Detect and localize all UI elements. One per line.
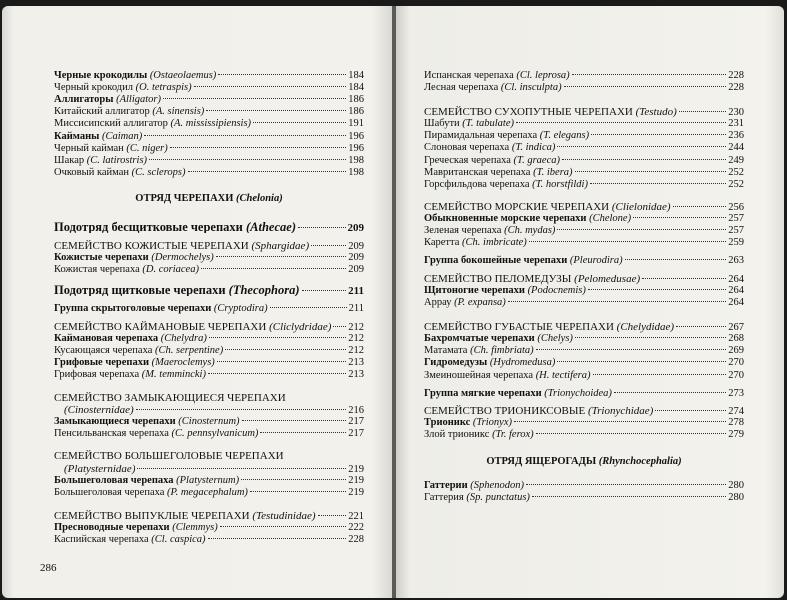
toc-entry xyxy=(424,333,744,345)
dot-leader xyxy=(242,420,347,421)
latin-name: (Trionychidae) xyxy=(587,405,654,417)
toc-entry xyxy=(424,285,744,297)
toc-entry-title: Черный кайман (C. niger) xyxy=(54,142,168,154)
order-heading: ОТРЯД ЯЩЕРОГАДЫ (Rhynchocephalia) xyxy=(486,456,682,467)
toc-page-number: 279 xyxy=(728,429,744,441)
toc-entry xyxy=(54,333,364,345)
toc-entry-title: Змеиношейная черепаха (H. tectifera) xyxy=(424,369,591,381)
dot-leader xyxy=(614,392,726,393)
dot-leader xyxy=(163,98,346,99)
dot-leader xyxy=(194,86,347,87)
latin-name: (Hydromedusa) xyxy=(489,357,556,369)
latin-name: (Platysternum) xyxy=(176,475,240,486)
toc-entry-title: Кожистые черепахи (Dermochelys) xyxy=(54,252,214,263)
toc-entry-title: Пресноводные черепахи (Clemmys) xyxy=(54,522,218,533)
toc-entry-title: СЕМЕЙСТВО ТРИОНИКСОВЫЕ (Trionychidae) xyxy=(424,405,654,417)
latin-name: (O. tetraspis) xyxy=(135,82,192,94)
toc-entry xyxy=(424,492,744,504)
dot-leader xyxy=(208,373,346,374)
latin-name: (Ch. fimbriata) xyxy=(470,345,534,357)
toc-page-number: 263 xyxy=(728,255,744,266)
toc-entry xyxy=(54,345,364,357)
toc-entry xyxy=(54,369,364,381)
dot-leader xyxy=(217,361,346,362)
toc-entry xyxy=(424,213,744,225)
toc-entry-title: Миссисипский аллигатор (A. mississipiensis) xyxy=(54,118,252,130)
dot-leader xyxy=(588,289,726,290)
latin-name: (Cliclydridae) xyxy=(269,321,332,333)
toc-entry xyxy=(54,264,364,276)
dot-leader xyxy=(575,337,726,338)
dot-leader xyxy=(516,122,726,123)
latin-name: (Ch. imbricate) xyxy=(462,237,527,249)
toc-entry-title: Трионикс (Trionyx) xyxy=(424,417,512,428)
latin-name: (Pleurodira) xyxy=(569,255,623,266)
toc-page-number: 230 xyxy=(728,107,744,118)
toc-page-number: 198 xyxy=(348,154,364,166)
latin-name: (Sp. punctatus) xyxy=(466,492,530,504)
toc-page-number: 184 xyxy=(348,70,364,81)
toc-entry xyxy=(54,94,364,106)
dot-leader xyxy=(216,256,347,257)
toc-page-number: 236 xyxy=(728,130,744,142)
toc-page-number: 264 xyxy=(728,297,744,309)
order-heading: ОТРЯД ЧЕРЕПАХИ (Chelonia) xyxy=(135,193,283,204)
toc-page-number: 264 xyxy=(728,274,744,285)
dot-leader xyxy=(529,241,726,242)
latin-name: (Alligator) xyxy=(116,94,162,106)
toc-entry xyxy=(54,428,364,440)
dot-leader xyxy=(201,268,346,269)
toc-page-number: 256 xyxy=(728,202,744,213)
dot-leader xyxy=(225,349,346,350)
toc-page-number: 249 xyxy=(728,154,744,166)
family-heading: СЕМЕЙСТВО ЗАМЫКАЮЩИЕСЯ ЧЕРЕПАХИ xyxy=(54,392,286,404)
toc-entry xyxy=(54,357,364,369)
toc-entry-title: Подотряд бесщитковые черепахи (Athecae) xyxy=(54,221,296,233)
latin-name: (C. niger) xyxy=(126,142,168,154)
toc-page-number: 213 xyxy=(348,369,364,381)
group-heading xyxy=(54,303,364,315)
group-heading xyxy=(424,255,744,267)
toc-page-number: 186 xyxy=(348,94,364,106)
latin-name: (T. indica) xyxy=(511,142,556,154)
latin-name: (A. mississipiensis) xyxy=(170,118,252,130)
toc-entry-title: Грифовые черепахи (Maeroclemys) xyxy=(54,357,215,369)
latin-name: (C. sclerops) xyxy=(131,166,186,178)
dot-leader xyxy=(170,147,346,148)
dot-leader xyxy=(206,110,346,111)
latin-name: (Ch. serpentine) xyxy=(154,345,224,357)
toc-entry-title: Китайский аллигатор (A. sinensis) xyxy=(54,106,205,118)
dot-leader xyxy=(642,278,726,279)
toc-entry xyxy=(424,167,744,179)
toc-page-number: 213 xyxy=(348,357,364,369)
dot-leader xyxy=(241,479,346,480)
toc-entry xyxy=(54,155,364,167)
toc-entry xyxy=(424,70,744,82)
latin-name: (H. tectifera) xyxy=(535,369,591,381)
latin-name: (T. ibera) xyxy=(533,166,573,178)
toc-entry-title: Замыкающиеся черепахи (Cinosternum) xyxy=(54,416,240,427)
dot-leader xyxy=(144,135,346,136)
toc-entry-title: СЕМЕЙСТВО ПЕЛОМЕДУЗЫ (Pelomedusae) xyxy=(424,273,641,285)
dot-leader xyxy=(536,349,727,350)
toc-entry xyxy=(54,143,364,155)
latin-name: (Maeroclemys) xyxy=(151,357,215,369)
toc-page-number: 268 xyxy=(728,333,744,344)
toc-entry-title: Бахромчатые черепахи (Chelys) xyxy=(424,333,573,344)
toc-page-number: 278 xyxy=(728,417,744,428)
latin-name: (M. temmincki) xyxy=(141,369,206,381)
toc-page-number: 219 xyxy=(348,475,364,486)
latin-name: (Thecophora) xyxy=(228,284,300,296)
latin-name: (P. expansa) xyxy=(454,297,506,309)
toc-page-number: 196 xyxy=(348,130,364,142)
toc-page-number: 264 xyxy=(728,285,744,296)
toc-entry xyxy=(54,118,364,130)
toc-page-number: 270 xyxy=(728,369,744,381)
toc-page-number: 274 xyxy=(728,406,744,417)
toc-page-number: 209 xyxy=(348,264,364,276)
dot-leader xyxy=(536,433,727,434)
toc-entry-title: Обыкновенные морские черепахи (Chelone) xyxy=(424,213,632,224)
dot-leader xyxy=(564,86,727,87)
toc-page-number: 211 xyxy=(348,303,364,314)
toc-entry-title: Гидромедузы (Hydromedusa) xyxy=(424,357,556,369)
dot-leader xyxy=(311,245,346,246)
toc-page-number: 269 xyxy=(728,345,744,357)
toc-entry xyxy=(424,429,744,441)
toc-entry-title: Пенсильванская черепаха (C. pennsylvanicum) xyxy=(54,428,259,440)
toc-entry-title: Большеголовая черепаха (Platysternum) xyxy=(54,475,240,486)
toc-entry xyxy=(54,487,364,499)
toc-entry-title: Горсфильдова черепаха (T. horstfildi) xyxy=(424,179,588,190)
toc-entry-title: СЕМЕЙСТВО МОРСКИЕ ЧЕРЕПАХИ (Clielonidae) xyxy=(424,201,671,213)
toc-page-number: 219 xyxy=(348,464,364,475)
latin-name: (D. coriacea) xyxy=(142,264,199,276)
toc-entry xyxy=(424,417,744,429)
toc-entry-title: СЕМЕЙСТВО ВЫПУКЛЫЕ ЧЕРЕПАХИ (Testudinidae) xyxy=(54,510,316,522)
latin-name: (C. latirostris) xyxy=(86,154,148,166)
group-heading xyxy=(424,388,744,400)
latin-name: (Chelydidae) xyxy=(616,321,675,333)
latin-name: (Ch. mydas) xyxy=(504,225,556,237)
toc-entry xyxy=(54,167,364,179)
toc-page-number: 228 xyxy=(728,82,744,94)
toc-entry-title: Шакар (C. latirostris) xyxy=(54,154,148,166)
toc-page-number: 209 xyxy=(348,252,364,263)
latin-name: (T. elegans) xyxy=(539,130,590,142)
toc-page-number: 212 xyxy=(348,333,364,344)
toc-entry-title: СЕМЕЙСТВО СУХОПУТНЫЕ ЧЕРЕПАХИ (Testudo) xyxy=(424,106,677,118)
toc-entry-title: Слоновая черепаха (T. indica) xyxy=(424,142,556,154)
toc-page-number: 257 xyxy=(728,213,744,224)
toc-entry-title: Зеленая черепаха (Ch. mydas) xyxy=(424,225,556,237)
toc-entry-title: Испанская черепаха (Cl. leprosa) xyxy=(424,70,570,81)
toc-entry-title: Матамата (Ch. fimbriata) xyxy=(424,345,534,357)
toc-entry xyxy=(54,70,364,82)
toc-entry-title: Кайманы (Caiman) xyxy=(54,130,143,142)
toc-entry-title: Гаттерии (Sphenodon) xyxy=(424,480,524,491)
toc-entry xyxy=(54,82,364,94)
dot-leader xyxy=(318,515,347,516)
toc-entry-title: Гаттерия (Sp. punctatus) xyxy=(424,492,530,504)
dot-leader xyxy=(562,159,726,160)
dot-leader xyxy=(557,361,726,362)
latin-name: (Testudo) xyxy=(635,106,677,118)
toc-page-number: 259 xyxy=(728,237,744,249)
latin-name: (Cl. caspica) xyxy=(151,534,206,546)
toc-page-number: 212 xyxy=(348,322,364,333)
page-number: 286 xyxy=(40,562,57,574)
dot-leader xyxy=(572,74,727,75)
toc-entry xyxy=(54,106,364,118)
dot-leader xyxy=(250,491,346,492)
dot-leader xyxy=(260,432,346,433)
toc-page-number: 228 xyxy=(348,534,364,546)
toc-page-number: 191 xyxy=(348,118,364,130)
dot-leader xyxy=(532,496,726,497)
dot-leader xyxy=(625,259,727,260)
toc-entry-title: Щитоногие черепахи (Podocnemis) xyxy=(424,285,586,296)
dot-leader xyxy=(188,171,347,172)
toc-entry-title: Очковый кайман (C. sclerops) xyxy=(54,166,186,178)
toc-entry xyxy=(54,534,364,546)
toc-page-number: 252 xyxy=(728,166,744,178)
dot-leader xyxy=(208,538,347,539)
dot-leader xyxy=(508,301,726,302)
toc-page-number: 216 xyxy=(348,405,364,416)
toc-entry xyxy=(424,142,744,154)
dot-leader xyxy=(253,122,346,123)
dot-leader xyxy=(333,326,346,327)
toc-entry-title: Каймановая черепаха (Chelydra) xyxy=(54,333,207,344)
latin-name: (T. tabulate) xyxy=(462,118,514,129)
toc-page-number: 273 xyxy=(728,388,744,399)
toc-entry-title: СЕМЕЙСТВО КАЙМАНОВЫЕ ЧЕРЕПАХИ (Cliclydridae) xyxy=(54,321,332,333)
latin-name: (Cinosternum) xyxy=(178,416,240,427)
toc-page-number: 212 xyxy=(348,345,364,357)
toc-page-number: 198 xyxy=(348,166,364,178)
toc-page-number: 211 xyxy=(348,285,364,297)
toc-entry-title: Аллигаторы (Alligator) xyxy=(54,94,162,106)
toc-entry-title: Группа бокошейные черепахи (Pleurodira) xyxy=(424,255,623,266)
dot-leader xyxy=(557,146,726,147)
toc-page-number: 228 xyxy=(728,70,744,81)
toc-entry xyxy=(424,297,744,309)
toc-page-number: 257 xyxy=(728,225,744,237)
toc-page-number: 219 xyxy=(348,487,364,499)
toc-page-number: 252 xyxy=(728,179,744,190)
toc-entry xyxy=(424,345,744,357)
toc-entry xyxy=(54,416,364,428)
latin-name: (Clemmys) xyxy=(172,522,218,533)
latin-name: (P. megacephalum) xyxy=(167,487,248,499)
toc-entry xyxy=(424,480,744,492)
dot-leader xyxy=(655,410,726,411)
latin-name: (T. horstfildi) xyxy=(532,179,588,190)
toc-entry xyxy=(424,370,744,382)
toc-entry-title: Мавританская черепаха (T. ibera) xyxy=(424,166,573,178)
toc-entry xyxy=(424,225,744,237)
toc-entry-title xyxy=(64,463,135,475)
latin-name: (A. sinensis) xyxy=(152,106,205,118)
dot-leader xyxy=(298,227,346,228)
dot-leader xyxy=(591,134,726,135)
toc-page-number: 270 xyxy=(728,357,744,369)
latin-name: (Trionyx) xyxy=(472,417,512,428)
toc-entry-title: СЕМЕЙСТВО КОЖИСТЫЕ ЧЕРЕПАХИ (Sphargidae) xyxy=(54,240,310,252)
toc-entry-title: Каспийская черепаха (Cl. caspica) xyxy=(54,534,206,546)
toc-entry xyxy=(424,357,744,369)
latin-name: (Athecae) xyxy=(246,221,296,233)
dot-leader xyxy=(590,183,726,184)
toc-page-number: 209 xyxy=(347,222,364,234)
toc-entry-title: Лесная черепаха (Cl. insculpta) xyxy=(424,82,562,94)
latin-name: (Caiman) xyxy=(101,130,143,142)
toc-entry-title: Грифовая черепаха (M. temmincki) xyxy=(54,369,206,381)
toc-entry-title: Подотряд щитковые черепахи (Thecophora) xyxy=(54,284,300,296)
toc-page-number: 222 xyxy=(348,522,364,533)
dot-leader xyxy=(526,484,726,485)
dot-leader xyxy=(136,409,347,410)
latin-name: (C. pennsylvanicum) xyxy=(171,428,259,440)
latin-name: (Cinosternidae) xyxy=(64,404,134,416)
latin-name: (Tr. ferox) xyxy=(492,429,534,441)
latin-name: (Chelys) xyxy=(537,333,573,344)
toc-page-number: 280 xyxy=(728,492,744,504)
toc-entry-title: Кожистая черепаха (D. coriacea) xyxy=(54,264,199,276)
toc-entry-title: Греческая черепаха (T. graeca) xyxy=(424,154,560,166)
toc-page-number: 184 xyxy=(348,82,364,94)
family-heading: СЕМЕЙСТВО БОЛЬШЕГОЛОВЫЕ ЧЕРЕПАХИ xyxy=(54,450,284,462)
toc-entry-title: Пирамидальная черепаха (T. elegans) xyxy=(424,130,590,142)
dot-leader xyxy=(673,206,727,207)
toc-entry-title: Злой трионикс (Tr. ferox) xyxy=(424,429,534,441)
toc-entry xyxy=(54,252,364,264)
toc-entry xyxy=(424,179,744,191)
latin-name: (Ostaeolaemus) xyxy=(149,70,217,81)
toc-entry-title: Большеголовая черепаха (P. megacephalum) xyxy=(54,487,248,499)
toc-entry-title: Кусающаяся черепаха (Ch. serpentine) xyxy=(54,345,224,357)
dot-leader xyxy=(514,421,726,422)
toc-entry-title: СЕМЕЙСТВО ГУБАСТЫЕ ЧЕРЕПАХИ (Chelydidae) xyxy=(424,321,675,333)
dot-leader xyxy=(302,290,347,291)
toc-entry xyxy=(424,82,744,94)
toc-entry-title xyxy=(64,404,134,416)
toc-entry-title: Черные крокодилы (Ostaeolaemus) xyxy=(54,70,217,81)
dot-leader xyxy=(218,74,346,75)
latin-name: (Cl. leprosa) xyxy=(516,70,570,81)
toc-page-number: 221 xyxy=(348,511,364,522)
latin-name: (Trionychoidea) xyxy=(544,388,612,399)
toc-entry-title: Черный крокодил (O. tetraspis) xyxy=(54,82,192,94)
dot-leader xyxy=(575,171,727,172)
toc-page-number: 280 xyxy=(728,480,744,491)
toc-page-number: 217 xyxy=(348,428,364,440)
toc-page-number: 244 xyxy=(728,142,744,154)
dot-leader xyxy=(679,111,727,112)
toc-page-number: 196 xyxy=(348,142,364,154)
dot-leader xyxy=(270,307,347,308)
latin-name: (Cryptodira) xyxy=(213,303,268,314)
latin-name: (Cl. insculpta) xyxy=(500,82,562,94)
latin-name: (Dermochelys) xyxy=(151,252,214,263)
latin-name: (Clielonidae) xyxy=(611,201,671,213)
dot-leader xyxy=(633,217,726,218)
latin-name: (Pelomedusae) xyxy=(574,273,641,285)
suborder-heading xyxy=(54,284,364,297)
latin-name: (Sphenodon) xyxy=(470,480,524,491)
dot-leader xyxy=(220,526,347,527)
latin-name: (Sphargidae) xyxy=(251,240,310,252)
toc-entry xyxy=(54,522,364,534)
toc-entry-title: Группа мягкие черепахи (Trionychoidea) xyxy=(424,388,612,399)
toc-page-number: 209 xyxy=(348,241,364,252)
latin-name: (Chelone) xyxy=(589,213,632,224)
toc-page-number: 231 xyxy=(728,118,744,129)
toc-entry xyxy=(424,155,744,167)
toc-entry-title: Шабути (T. tabulate) xyxy=(424,118,514,129)
toc-entry xyxy=(424,118,744,130)
toc-entry xyxy=(54,131,364,143)
latin-name: (T. graeca) xyxy=(513,154,560,166)
latin-name: (Testudinidae) xyxy=(252,510,316,522)
latin-name: (Chelydra) xyxy=(160,333,207,344)
toc-entry-title: Каретта (Ch. imbricate) xyxy=(424,237,527,249)
toc-entry xyxy=(424,130,744,142)
dot-leader xyxy=(209,337,346,338)
suborder-heading xyxy=(54,221,364,234)
dot-leader xyxy=(557,229,726,230)
toc-entry-title: Аррау (P. expansa) xyxy=(424,297,506,309)
dot-leader xyxy=(137,468,346,469)
toc-page-number: 267 xyxy=(728,322,744,333)
latin-name: (Podocnemis) xyxy=(527,285,586,296)
toc-entry xyxy=(424,237,744,249)
latin-name: (Platysternidae) xyxy=(64,463,136,475)
dot-leader xyxy=(593,374,727,375)
toc-page-number: 217 xyxy=(348,416,364,427)
toc-entry-title: Группа скрытоголовые черепахи (Cryptodira) xyxy=(54,303,268,314)
toc-page-number: 186 xyxy=(348,106,364,118)
dot-leader xyxy=(676,326,726,327)
dot-leader xyxy=(149,159,346,160)
toc-entry xyxy=(54,475,364,487)
